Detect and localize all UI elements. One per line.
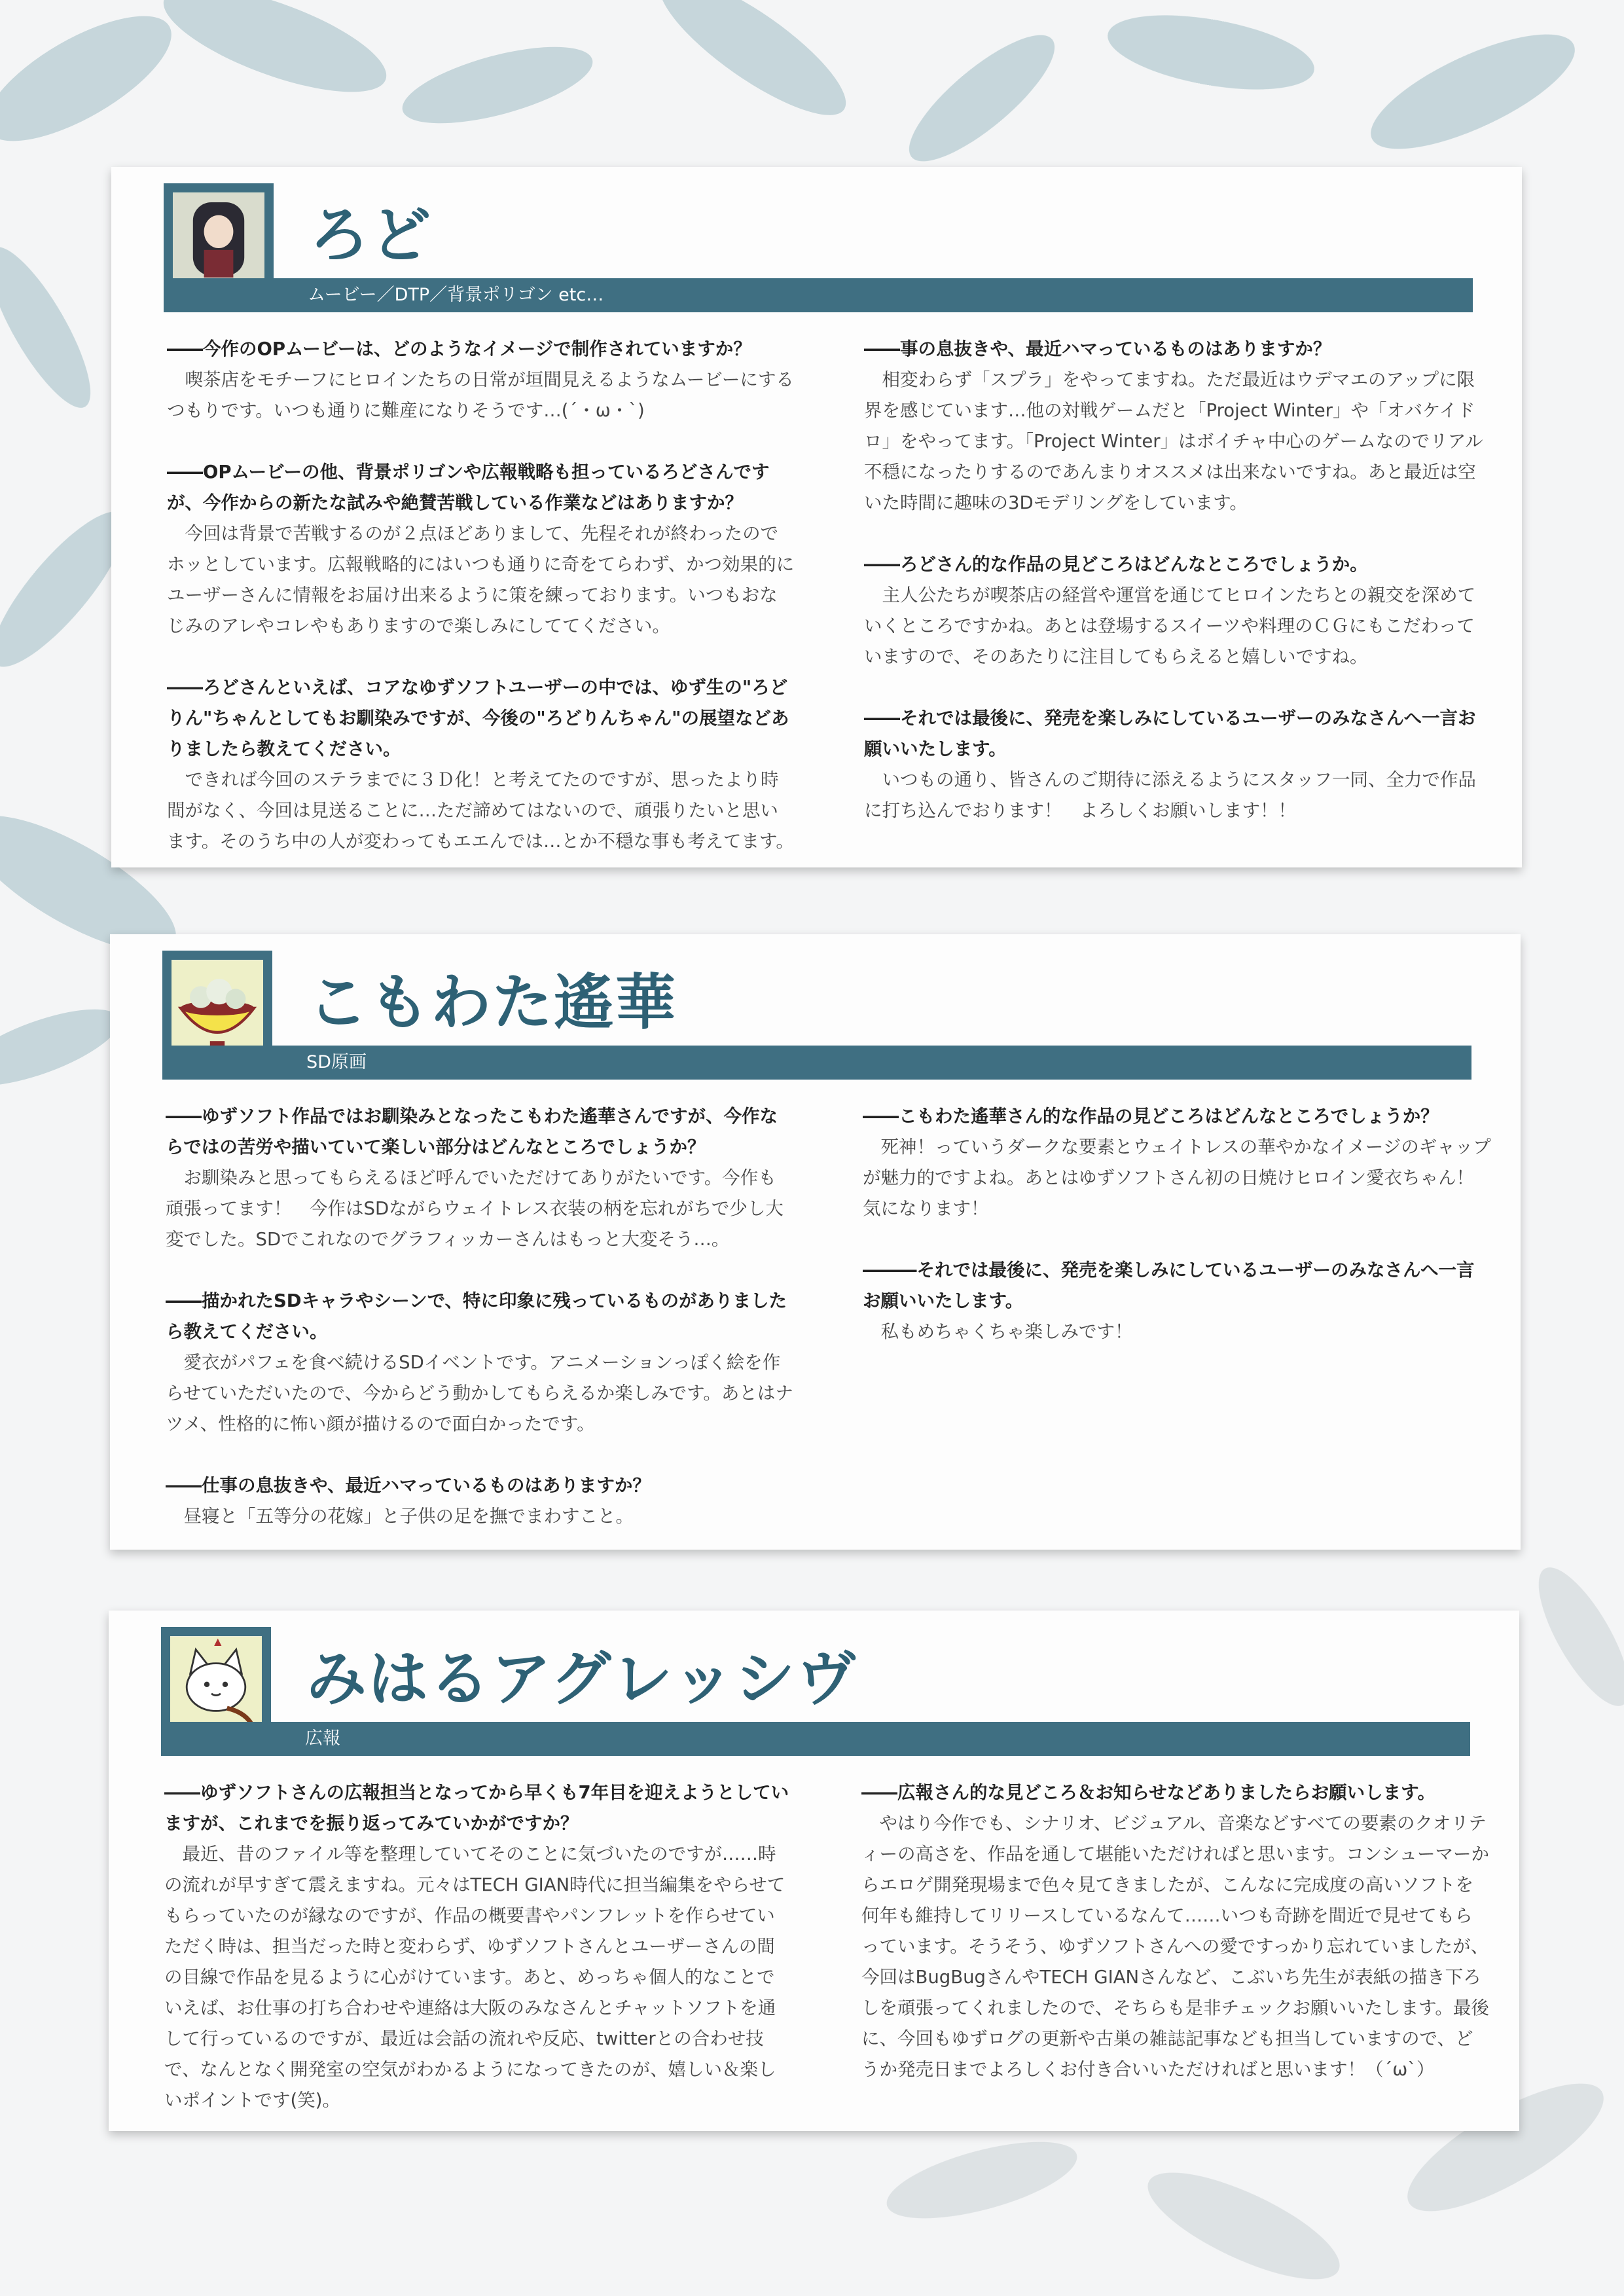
role-label: SD原画	[306, 1052, 367, 1072]
cat-avatar-icon	[170, 1636, 262, 1729]
answer: 昼寝と「五等分の花嫁」と子供の足を撫でまわすこと。	[183, 1506, 634, 1527]
qa-item	[166, 1286, 794, 1440]
staff-name: ろど	[309, 200, 433, 270]
role-bar	[164, 278, 1473, 312]
interview-column-left	[167, 334, 795, 888]
role-bar	[161, 1722, 1470, 1756]
question: ――事の息抜きや、最近ハマっているものはありますか？	[864, 338, 1331, 359]
interview-column-right	[863, 1101, 1491, 1378]
profile-panel-komowata	[110, 934, 1521, 1550]
staff-name: みはるアグレッシヴ	[306, 1644, 858, 1714]
answer: 最近、昔のファイル等を整理していてそのことに気づいたのですが……時の流れが早すぎて震えますね。元々はTECH GIAN時代に担当編集をやらせてもらっていたのが縁なのですが、作品の概要書やパンフレットを作らせていただく時は、担当だった時と変わらず、ゆずソフトさんとユーザーさんの間の目線で作品を見るように心がけています。あと、めっちゃ個人的なことでいえば、お仕事の打ち合わせや連絡は大阪のみなさんとチャットソフトを通して行っているのですが、最近は会話の流れや反応、twitterとの合わせ技で、なんとなく開発室の空気がわかるようになってきたのが、嬉しい＆楽しいポイントです(笑)。	[164, 1844, 785, 2111]
answer: 喫茶店をモチーフにヒロインたちの日常が垣間見えるようなムービーにするつもりです。いつも通りに難産になりそうです…(´・ω・`)	[167, 369, 794, 421]
role-label: ムービー／DTP／背景ポリゴン etc…	[308, 285, 604, 305]
question: ―――それでは最後に、発売を楽しみにしているユーザーのみなさんへ一言お願いいたします。	[863, 1260, 1475, 1311]
question: ――それでは最後に、発売を楽しみにしているユーザーのみなさんへ一言お願いいたします。	[864, 708, 1476, 759]
girl-avatar-icon	[173, 192, 264, 285]
qa-item	[861, 1777, 1490, 2085]
answer: いつもの通り、皆さんのご期待に添えるようにスタッフ一同、全力で作品に打ち込んでおります！ よろしくお願いします！！	[864, 769, 1476, 821]
staff-name: こもわた遙華	[308, 968, 677, 1038]
role-bar	[162, 1046, 1471, 1080]
question: ――描かれたSDキャラやシーンで、特に印象に残っているものがありましたら教えてください。	[166, 1290, 787, 1342]
question: ――OPムービーの他、背景ポリゴンや広報戦略も担っているろどさんですが、今作からの新たな試みや絶賛苦戦している作業などはありますか？	[167, 462, 770, 513]
profile-panel-rodo	[111, 167, 1522, 867]
qa-item	[167, 672, 795, 857]
answer: お馴染みと思ってもらえるほど呼んでいただけてありがたいです。今作も頑張ってます！ 今作はSDながらウェイトレス衣装の柄を忘れがちで少し大変でした。SDでこれなのでグラフィッカーさんはもっと大変そう…。	[166, 1167, 784, 1250]
qa-item	[864, 703, 1492, 826]
qa-item	[167, 334, 795, 426]
question: ――広報さん的な見どころ＆お知らせなどありましたらお願いします。	[861, 1782, 1435, 1803]
qa-item	[863, 1255, 1491, 1347]
answer: 主人公たちが喫茶店の経営や運営を通じてヒロインたちとの親交を深めていくところですかね。あとは登場するスイーツや料理のＣＧにもこだわっていますので、そのあたりに注目してもらえると嬉しいですね。	[864, 585, 1476, 667]
question: ――こもわた遙華さん的な作品の見どころはどんなところでしょうか？	[863, 1106, 1439, 1127]
question: ――仕事の息抜きや、最近ハマっているものはありますか？	[166, 1475, 651, 1496]
answer: 私もめちゃくちゃ楽しみです！	[880, 1321, 1133, 1342]
answer: やはり今作でも、シナリオ、ビジュアル、音楽などすべての要素のクオリティーの高さを、作品を通して堪能いただければと思います。コンシューマーからエロゲ開発現場まで色々見てきましたが、こんなに完成度の高いソフトを何年も維持してリリースしているなんて……いつも奇跡を間近で見せてもらっています。そうそう、ゆずソフトさんへの愛ですっかり忘れていましたが、今回はBugBugさんやTECH GIANさんなど、こぶいち先生が表紙の描き下ろしを頑張ってくれましたので、そちらも是非チェックお願いいたします。最後に、今回もゆずログの更新や古巣の雑誌記事なども担当していますので、どうか発売日までよろしくお付き合いいただければと思います！（´ω`）	[861, 1813, 1490, 2080]
answer: できれば今回のステラまでに３Ｄ化！と考えてたのですが、思ったより時間がなく、今回は見送ることに…ただ諦めてはないので、頑張りたいと思います。そのうち中の人が変わってもエエんでは…とか不穏な事も考えてます。	[167, 769, 794, 852]
question: ――ろどさん的な作品の見どころはどんなところでしょうか。	[864, 554, 1368, 575]
parfait-bowl-icon	[171, 960, 263, 1053]
qa-item	[167, 457, 795, 642]
qa-item	[164, 1777, 793, 2116]
question: ――ゆずソフトさんの広報担当となってから早くも7年目を迎えようとしていますが、これまでを振り返ってみていかがですか？	[164, 1782, 789, 1834]
answer: 今回は背景で苦戦するのが２点ほどありまして、先程それが終わったのでホッとしています。広報戦略的にはいつも通りに奇をてらわず、かつ効果的にユーザーさんに情報をお届け出来るように策を練っております。いつもおなじみのアレやコレやもありますので楽しみにしててください。	[167, 523, 795, 636]
qa-item	[166, 1101, 794, 1255]
answer: 愛衣がパフェを食べ続けるSDイベントです。アニメーションっぽく絵を作らせていただいたので、今からどう動かしてもらえるか楽しみです。あとはナツメ、性格的に怖い顔が描けるので面白かったです。	[166, 1352, 793, 1434]
interview-column-right	[861, 1777, 1490, 2116]
qa-item	[864, 549, 1492, 672]
profile-panel-miharu	[109, 1611, 1519, 2131]
interview-column-left	[164, 1777, 793, 2147]
interview-column-right	[864, 334, 1492, 857]
role-label: 広報	[305, 1728, 340, 1749]
interview-column-left	[166, 1101, 794, 1563]
qa-item	[863, 1101, 1491, 1224]
question: ――今作のOPムービーは、どのようなイメージで制作されていますか？	[167, 338, 751, 359]
question: ――ゆずソフト作品ではお馴染みとなったこもわた遙華さんですが、今作ならではの苦労や描いていて楽しい部分はどんなところでしょうか？	[166, 1106, 778, 1157]
qa-item	[166, 1470, 794, 1532]
question: ――ろどさんといえば、コアなゆずソフトユーザーの中では、ゆず生の"ろどりん"ちゃんとしてもお馴染みですが、今後の"ろどりんちゃん"の展望などありましたら教えてください。	[167, 677, 789, 759]
qa-item	[864, 334, 1492, 519]
answer: 相変わらず「スプラ」をやってますね。ただ最近はウデマエのアップに限界を感じています…他の対戦ゲームだと「Project Winter」や「オバケイドロ」をやってます。「Project Winter」はボイチャ中心のゲームなのでリアル不穏になったりするのであんまりオススメは出来ないですね。あと最近は空いた時間に趣味の3Dモデリングをしています。	[864, 369, 1483, 513]
answer: 死神！っていうダークな要素とウェイトレスの華やかなイメージのギャップが魅力的ですよね。あとはゆずソフトさん初の日焼けヒロイン愛衣ちゃん！気になります！	[863, 1137, 1491, 1219]
